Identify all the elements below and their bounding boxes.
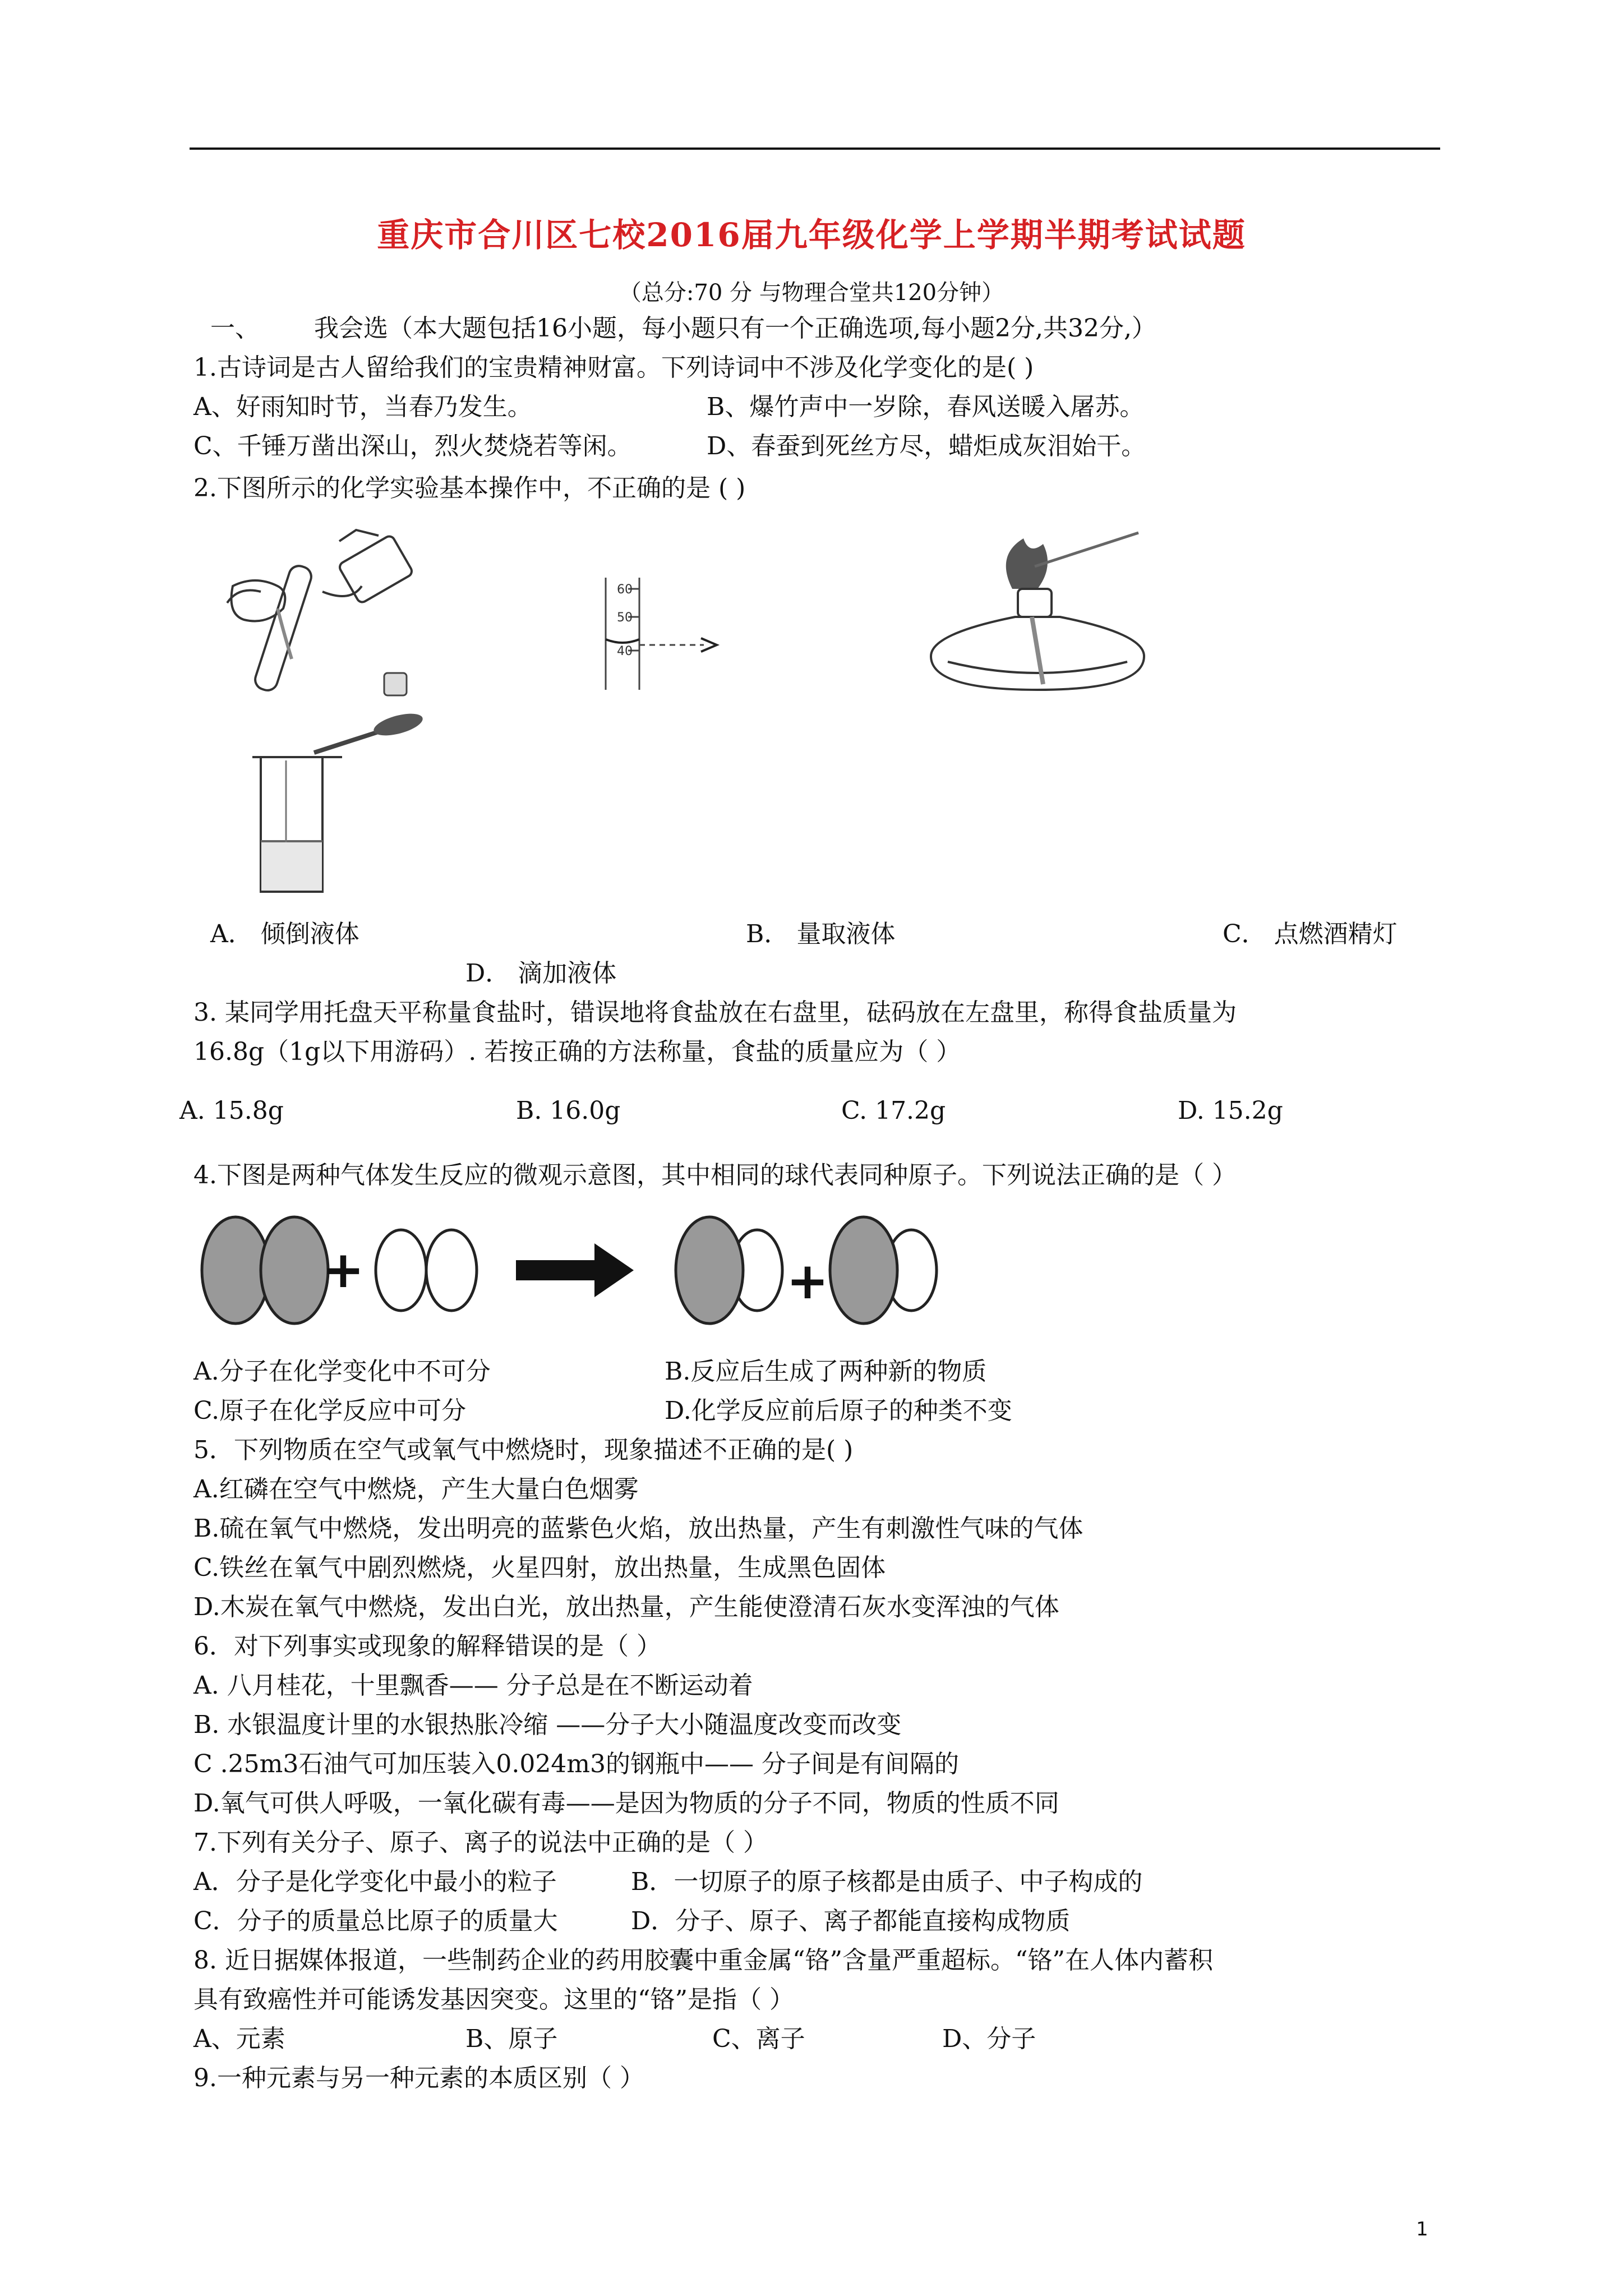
q3-option-a: A. 15.8g [179, 1096, 284, 1125]
q3-option-d: D. 15.2g [1178, 1096, 1283, 1125]
q7-option-d: D．分子、原子、离子都能直接构成物质 [631, 1907, 1071, 1935]
q6-option-d: D.氧气可供人呼吸，一氧化碳有毒——是因为物质的分子不同，物质的性质不同 [193, 1789, 1059, 1818]
q8-stem-line1: 8. 近日据媒体报道，一些制药企业的药用胶囊中重金属“铬”含量严重超标。“铬”在人体内蓄积 [193, 1946, 1213, 1975]
pouring-liquid-figure [222, 524, 435, 709]
q7-option-a: A．分子是化学变化中最小的粒子 [193, 1868, 557, 1896]
q5-option-c: C.铁丝在氧气中剧烈燃烧，火星四射，放出热量，生成黑色固体 [193, 1553, 886, 1582]
q3-option-c: C. 17.2g [841, 1096, 946, 1125]
q7-option-c: C．分子的质量总比原子的质量大 [193, 1907, 558, 1935]
q4-stem: 4.下图是两种气体发生反应的微观示意图，其中相同的球代表同种原子。下列说法正确的是（ ） [193, 1161, 1237, 1190]
q5-option-d: D.木炭在氧气中燃烧，发出白光，放出热量，产生能使澄清石灰水变浑浊的气体 [193, 1593, 1059, 1621]
q6-stem: 6．对下列事实或现象的解释错误的是（ ） [193, 1632, 661, 1661]
q8-option-d: D、分子 [942, 2025, 1036, 2053]
alcohol-lamp-figure [925, 527, 1161, 707]
q1-option-a: A、好雨知时节，当春乃发生。 [193, 393, 532, 421]
section-heading: 我会选（本大题包括16小题，每小题只有一个正确选项,每小题2分,共32分,） [314, 314, 1156, 343]
q6-option-b: B. 水银温度计里的水银热胀冷缩 ——分子大小随温度改变而改变 [193, 1711, 902, 1739]
q1-option-d: D、春蚕到死丝方尽，蜡炬成灰泪始干。 [707, 432, 1146, 460]
q8-option-b: B、原子 [465, 2025, 558, 2053]
reaction-diagram [196, 1203, 981, 1343]
measuring-cylinder-figure [594, 572, 751, 695]
q1-option-b: B、爆竹声中一岁除，春风送暖入屠苏。 [707, 393, 1145, 421]
dropping-liquid-figure [247, 712, 432, 897]
plus-sign-right: + [786, 1252, 829, 1311]
q8-option-c: C、离子 [712, 2025, 805, 2053]
q4-option-b: B.反应后生成了两种新的物质 [665, 1357, 987, 1386]
q8-option-a: A、元素 [193, 2025, 285, 2053]
tick-label-40: 40 [617, 644, 633, 658]
section-number: 一、 [210, 314, 260, 343]
q2-option-d: D． 滴加液体 [465, 959, 617, 988]
q5-stem: 5．下列物质在空气或氧气中燃烧时，现象描述不正确的是( ) [193, 1436, 854, 1464]
q6-option-a: A. 八月桂花，十里飘香—— 分子总是在不断运动着 [193, 1671, 753, 1700]
top-rule [190, 147, 1440, 150]
q7-option-b: B．一切原子的原子核都是由质子、中子构成的 [631, 1868, 1143, 1896]
page-number: 1 [1416, 2218, 1428, 2240]
q9-stem: 9.一种元素与另一种元素的本质区别（ ） [193, 2064, 644, 2092]
q2-option-c: C． 点燃酒精灯 [1223, 920, 1398, 948]
q1-option-c: C、千锤万凿出深山，烈火焚烧若等闲。 [193, 432, 632, 460]
q3-stem-line2: 16.8g（1g以下用游码）. 若按正确的方法称量，食盐的质量应为（ ） [193, 1038, 961, 1066]
q2-option-b: B． 量取液体 [746, 920, 896, 948]
tick-label-50: 50 [617, 611, 633, 625]
tick-label-60: 60 [617, 583, 633, 597]
q2-stem: 2.下图所示的化学实验基本操作中，不正确的是 ( ) [193, 474, 746, 502]
q5-option-b: B.硫在氧气中燃烧，发出明亮的蓝紫色火焰，放出热量，产生有刺激性气味的气体 [193, 1514, 1083, 1543]
q4-option-a: A.分子在化学变化中不可分 [193, 1357, 491, 1386]
q4-option-d: D.化学反应前后原子的种类不变 [665, 1396, 1012, 1425]
q1-stem: 1.古诗词是古人留给我们的宝贵精神财富。下列诗词中不涉及化学变化的是( ) [193, 353, 1034, 382]
document-subtitle: （总分:70 分 与物理合堂共120分钟） [619, 280, 1004, 306]
q4-option-c: C.原子在化学反应中可分 [193, 1396, 467, 1425]
q6-option-c: C .25m3石油气可加压装入0.024m3的钢瓶中—— 分子间是有间隔的 [193, 1750, 960, 1778]
q2-option-a: A． 倾倒液体 [210, 920, 359, 948]
q5-option-a: A.红磷在空气中燃烧，产生大量白色烟雾 [193, 1475, 639, 1504]
q3-stem-line1: 3. 某同学用托盘天平称量食盐时，错误地将食盐放在右盘里，砝码放在左盘里，称得食盐质量为 [193, 998, 1237, 1027]
plus-sign-left: + [322, 1241, 365, 1299]
document-title: 重庆市合川区七校2016届九年级化学上学期半期考试试题 [377, 216, 1246, 254]
q3-option-b: B. 16.0g [516, 1096, 621, 1125]
q7-stem: 7.下列有关分子、原子、离子的说法中正确的是（ ） [193, 1828, 768, 1857]
q8-stem-line2: 具有致癌性并可能诱发基因突变。这里的“铬”是指（ ） [193, 1985, 794, 2014]
